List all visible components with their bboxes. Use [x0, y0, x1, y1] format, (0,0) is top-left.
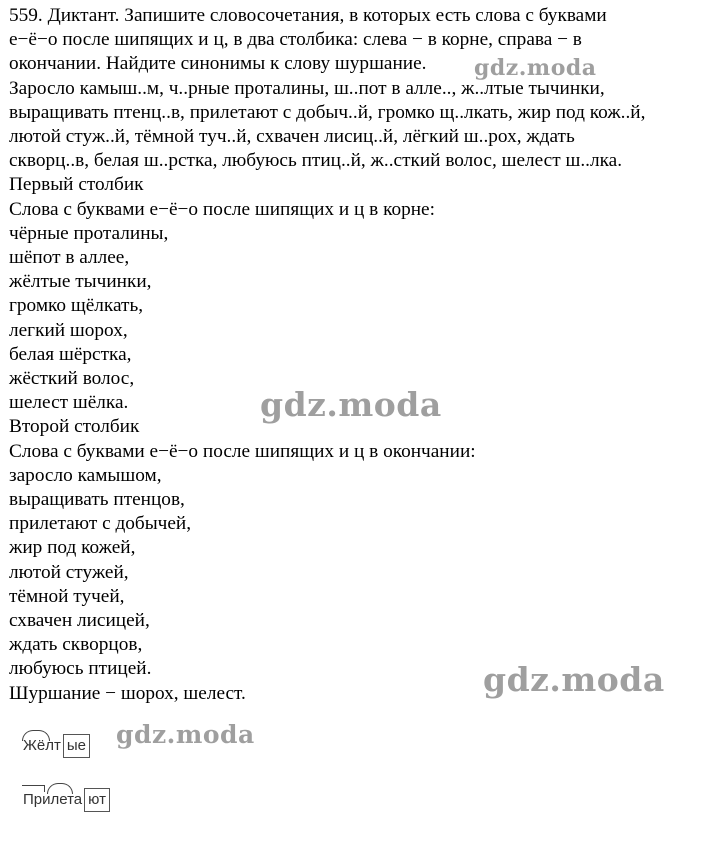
second-column-item: прилетают с добычей, — [9, 513, 192, 535]
first-column-item: громко щёлкать, — [9, 295, 144, 317]
task-line: Заросло камыш..м, ч..рные проталины, ш..пот в алле.., ж..лтые тычинки, — [9, 77, 605, 99]
task-line: скворц..в, белая ш..рстка, любуюсь птиц..й, ж..сткий волос, шелест ш..лка. — [9, 150, 623, 172]
first-column-item: жёсткий волос, — [9, 368, 135, 390]
word-stem — [20, 791, 85, 808]
first-column-item: шёпот в аллее, — [9, 247, 130, 269]
task-line: е−ё−о после шипящих и ц, в два столбика: слева − в корне, справа − в — [9, 29, 582, 51]
second-column-item: жир под кожей, — [9, 537, 136, 559]
watermark: gdz.moda — [116, 720, 255, 749]
first-column-item: чёрные проталины, — [9, 222, 169, 244]
synonyms-answer: Шуршание − шорох, шелест. — [9, 682, 246, 704]
second-column-item: лютой стужей, — [9, 561, 129, 583]
first-column-subheading: Слова с буквами е−ё−о после шипящих и ц в корне: — [9, 198, 435, 220]
first-column-heading: Первый столбик — [9, 174, 144, 196]
word-stem — [20, 737, 64, 754]
second-column-item: тёмной тучей, — [9, 585, 125, 607]
task-line: 559. Диктант. Запишите словосочетания, в которых есть слова с буквами — [9, 5, 607, 26]
task-line: выращивать птенц..в, прилетают с добыч..й, громко щ..лкать, жир под кож..й, — [9, 101, 646, 123]
task-line: лютой стуж..й, тёмной туч..й, схвачен лисиц..й, лёгкий ш..рох, ждать — [9, 126, 575, 148]
word-ending: ые — [63, 734, 90, 758]
document-body — [9, 4, 725, 706]
morpheme-diagram-zheltye — [20, 734, 90, 758]
second-column-item: ждать скворцов, — [9, 634, 143, 656]
stem-text: Жёлт — [23, 737, 61, 754]
root-arc-mark — [22, 730, 50, 741]
stem-text: Прилета — [23, 791, 83, 808]
watermark: gdz.moda — [474, 55, 597, 81]
first-column-item: жёлтые тычинки, — [9, 271, 152, 293]
second-column-item: любуюсь птицей. — [9, 658, 152, 680]
root-arc-mark — [47, 783, 73, 794]
task-line: окончании. Найдите синонимы к слову шуршание. — [9, 53, 427, 75]
second-column-item: схвачен лисицей, — [9, 610, 150, 632]
watermark: gdz.moda — [260, 385, 442, 424]
second-column-item: выращивать птенцов, — [9, 489, 185, 511]
second-column-heading: Второй столбик — [9, 416, 140, 438]
first-column-item: шелест шёлка. — [9, 392, 129, 414]
second-column-subheading: Слова с буквами е−ё−о после шипящих и ц в окончании: — [9, 440, 476, 462]
first-column-item: белая шёрстка, — [9, 343, 132, 365]
prefix-mark — [22, 785, 45, 792]
second-column-item: заросло камышом, — [9, 464, 162, 486]
morpheme-diagram-priletayut — [20, 788, 110, 812]
watermark: gdz.moda — [483, 660, 665, 699]
word-ending: ют — [84, 788, 110, 812]
first-column-item: легкий шорох, — [9, 319, 128, 341]
